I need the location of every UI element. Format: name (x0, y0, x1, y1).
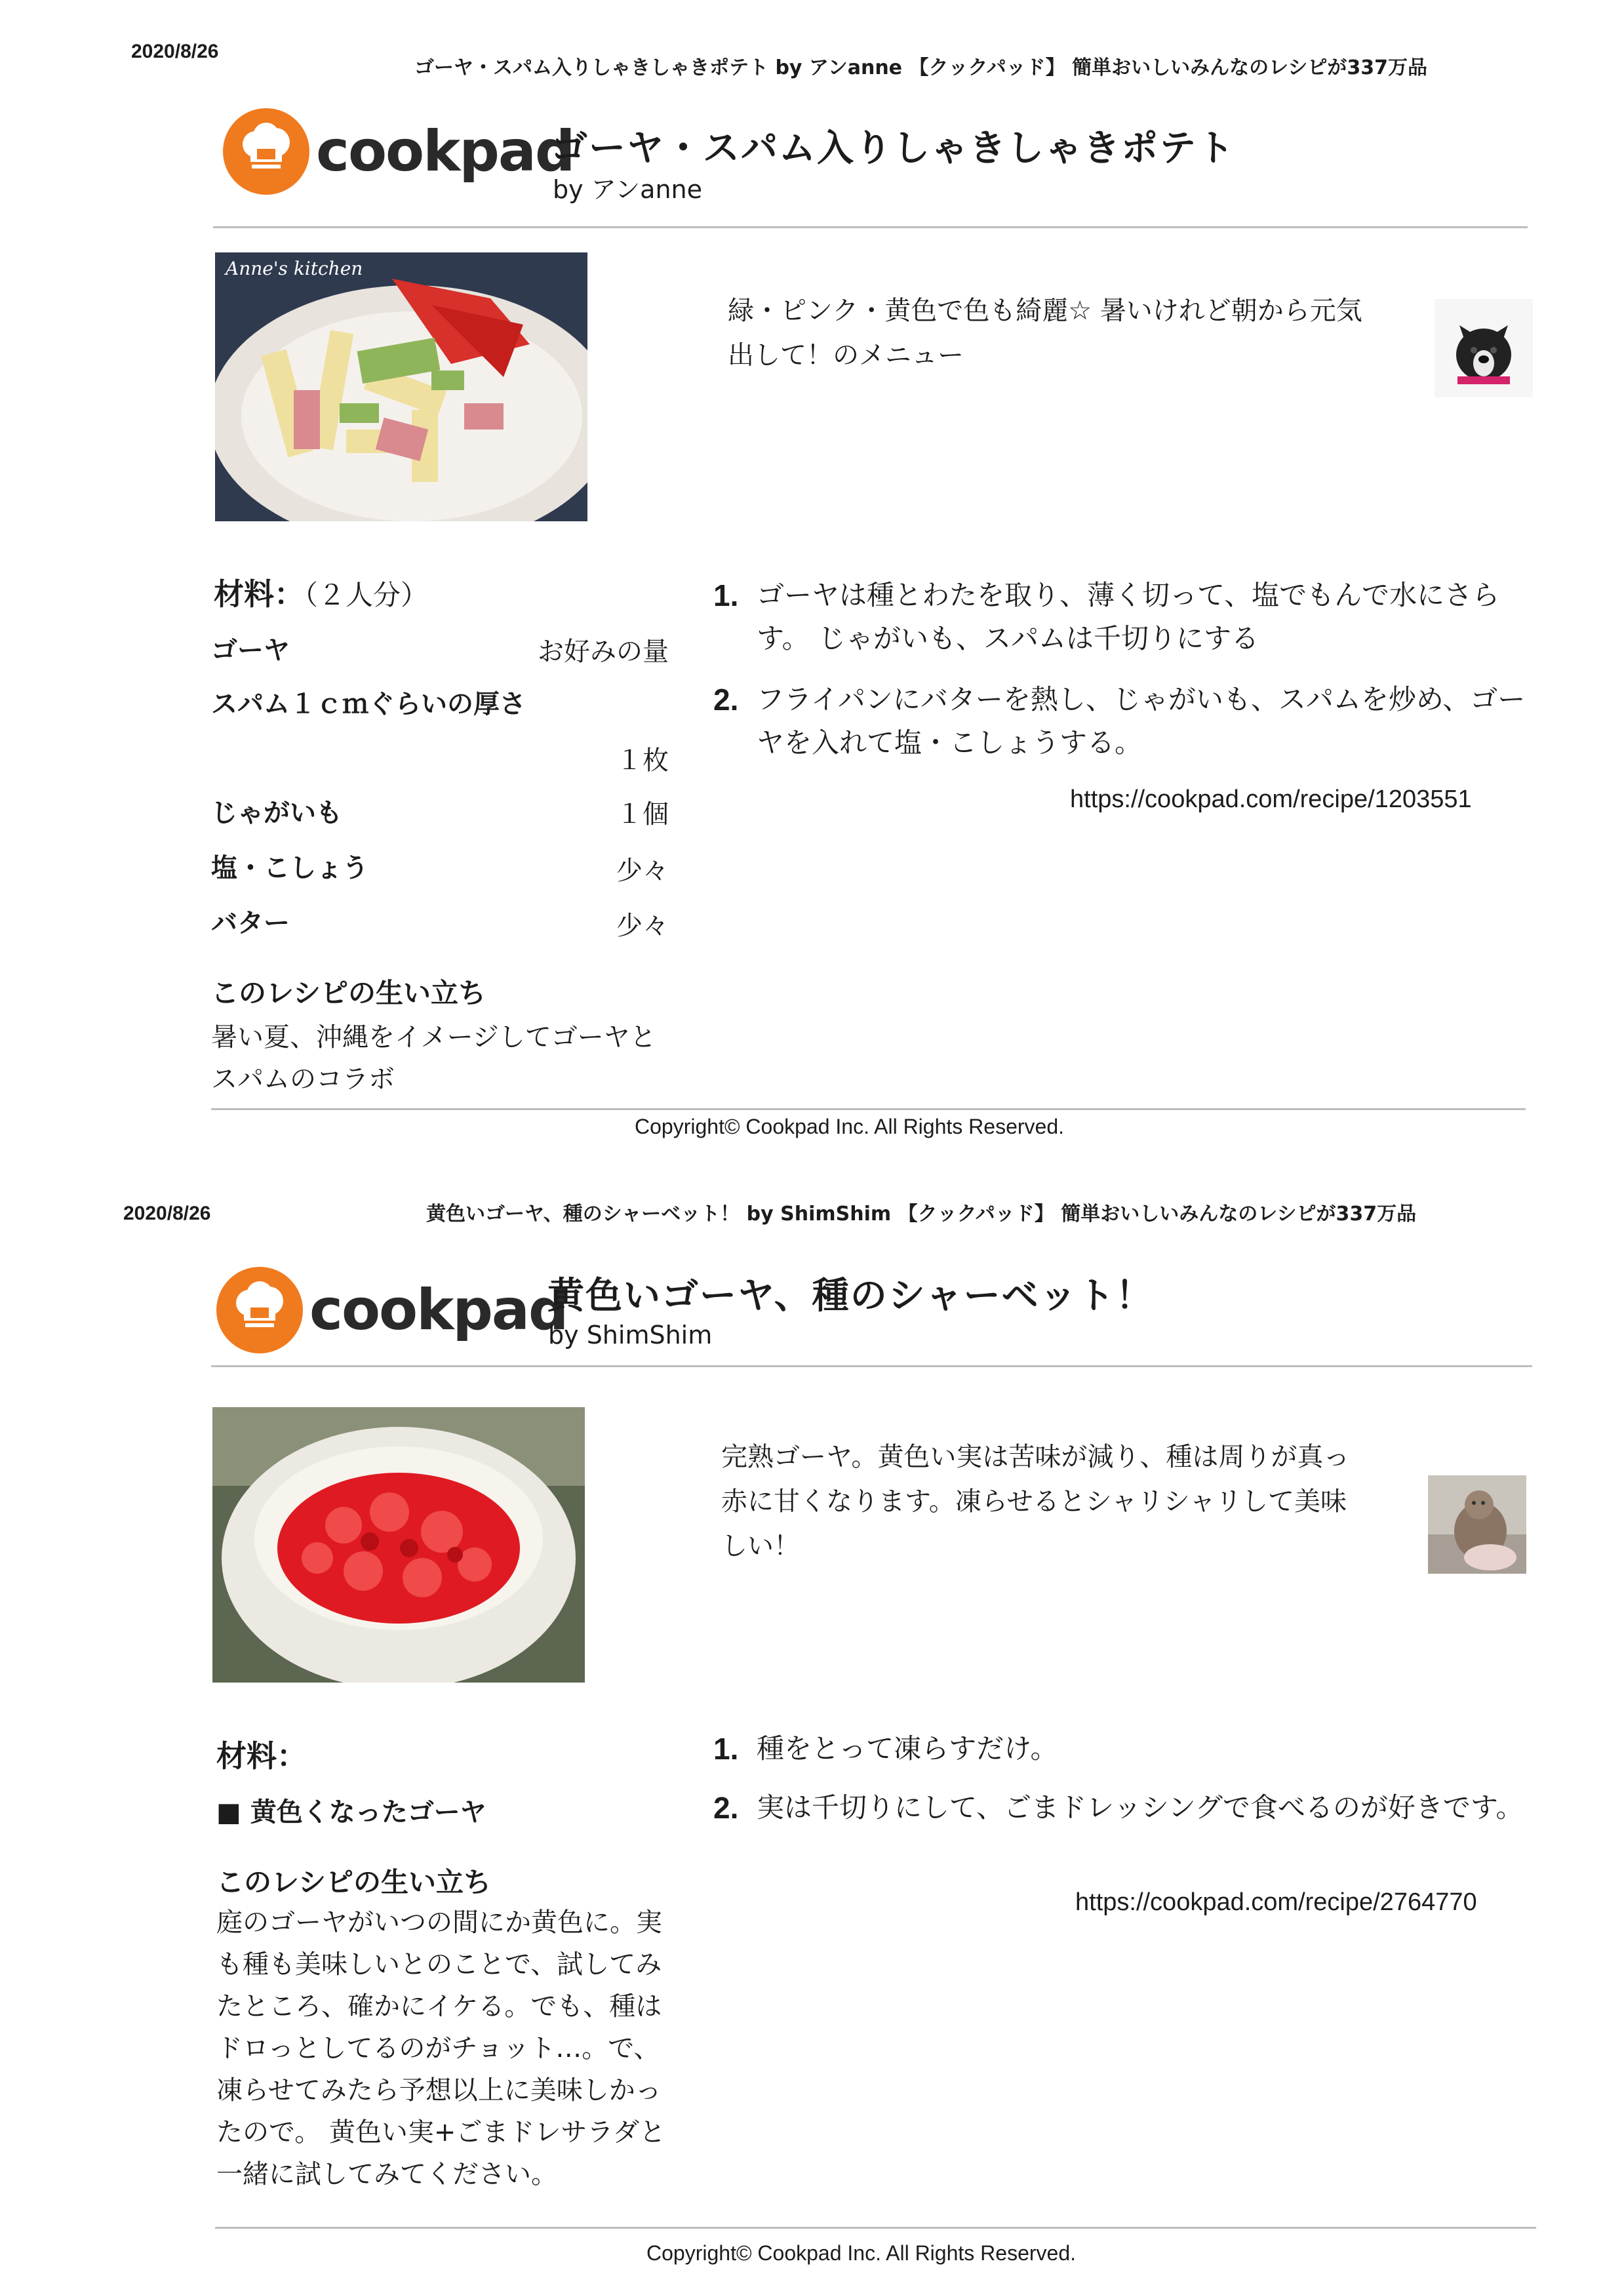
ingredient-name: ■ 黄色くなったゴーヤ (216, 1797, 486, 1827)
recipe-url[interactable]: https://cookpad.com/recipe/1203551 (1070, 786, 1472, 813)
ingredient-qty: １個 (616, 799, 669, 829)
footer-divider (215, 2227, 1536, 2229)
cookpad-logo[interactable] (223, 108, 574, 195)
ingredient-name: スパム１ｃｍぐらいの厚さ (211, 689, 526, 719)
ingredient-qty: １枚 (616, 746, 669, 776)
step-text: 種をとって凍らすだけ。 (757, 1732, 1058, 1765)
step-number: 1. (713, 1732, 739, 1766)
step-number: 1. (713, 578, 739, 612)
ingredients-heading-text: 材料： (214, 576, 304, 612)
logo-wordmark: cookpad (316, 119, 574, 184)
ingredient-name: バター (211, 908, 290, 938)
cookpad-logo[interactable] (216, 1267, 568, 1353)
origin-text: 暑い夏、沖縄をイメージしてゴーヤとスパムのコラボ (211, 1022, 656, 1094)
chef-hat-icon (223, 108, 309, 195)
recipe-title: 黄色いゴーヤ、種のシャーベット！ (547, 1275, 1154, 1317)
ingredient-qty: お好みの量 (538, 637, 669, 667)
header-divider (213, 226, 1528, 228)
step-text: ゴーヤは種とわたを取り、薄く切って、塩でもんで水にさらす。 じゃがいも、スパムは千切りにする (757, 579, 1500, 654)
copyright: Copyright© Cookpad Inc. All Rights Reserved. (635, 1115, 1064, 1138)
step-1 (713, 574, 1526, 660)
origin-heading: このレシピの生い立ち (216, 1866, 491, 1898)
step-1 (713, 1727, 1526, 1770)
ingredients-heading: 材料： (216, 1738, 307, 1774)
ingredient-qty: 少々 (616, 856, 669, 886)
ingredient-qty: 少々 (616, 911, 669, 941)
recipe-url[interactable]: https://cookpad.com/recipe/2764770 (1075, 1888, 1477, 1916)
author-avatar[interactable] (1435, 299, 1533, 397)
photo-caption: Anne's kitchen (226, 258, 363, 279)
header-divider (211, 1365, 1532, 1367)
author-avatar[interactable] (1428, 1475, 1526, 1574)
print-header-title: ゴーヤ・スパム入りしゃきしゃきポテト by アンanne 【クックパッド】 簡単おいしいみんなのレシピが337万品 (414, 56, 1427, 79)
footer-divider (211, 1108, 1526, 1110)
recipe-description: 完熟ゴーヤ。黄色い実は苦味が減り、種は周りが真っ赤に甘くなります。凍らせるとシャリシャリして美味しい！ (721, 1442, 1350, 1561)
recipe-author[interactable]: by アンanne (553, 175, 703, 204)
ingredient-name: 塩・こしょう (211, 853, 368, 883)
step-text: フライパンにバターを熱し、じゃがいも、スパムを炒め、ゴーヤを入れて塩・こしょうする。 (757, 683, 1526, 759)
recipe-photo (212, 1407, 585, 1683)
recipe-photo (215, 252, 587, 521)
step-number: 2. (713, 1791, 739, 1825)
ingredient-name: じゃがいも (211, 798, 342, 828)
ingredients-heading (214, 570, 428, 614)
ingredient-name: ゴーヤ (211, 635, 290, 666)
step-text: 実は千切りにして、ごまドレッシングで食べるのが好きです。 (757, 1791, 1524, 1824)
print-header-title: 黄色いゴーヤ、種のシャーベット！ by ShimShim 【クックパッド】 簡単おいしいみんなのレシピが337万品 (426, 1203, 1417, 1226)
chef-hat-icon (216, 1267, 303, 1353)
recipe-title: ゴーヤ・スパム入りしゃきしゃきポテト (551, 127, 1235, 170)
copyright: Copyright© Cookpad Inc. All Rights Reserved. (646, 2241, 1076, 2265)
print-date: 2020/8/26 (131, 41, 219, 62)
step-number: 2. (713, 683, 739, 717)
step-2 (713, 1786, 1526, 1829)
recipe-author[interactable]: by ShimShim (548, 1321, 713, 1349)
print-date: 2020/8/26 (123, 1203, 211, 1224)
step-2 (713, 678, 1526, 765)
origin-text: 庭のゴーヤがいつの間にか黄色に。実も種も美味しいとのことで、試してみたところ、確かにイケる。でも、種はドロっとしてるのがチョット…。で、凍らせてみたら予想以上に美味しかったので。 黄色い実+ごまドレサラダと一緒に試してみてください。 (216, 1907, 666, 2189)
origin-heading: このレシピの生い立ち (211, 977, 486, 1009)
servings: （２人分） (304, 579, 429, 611)
recipe-description: 緑・ピンク・黄色で色も綺麗☆ 暑いけれど朝から元気出して！のメニュー (728, 296, 1362, 370)
logo-wordmark: cookpad (309, 1277, 568, 1343)
